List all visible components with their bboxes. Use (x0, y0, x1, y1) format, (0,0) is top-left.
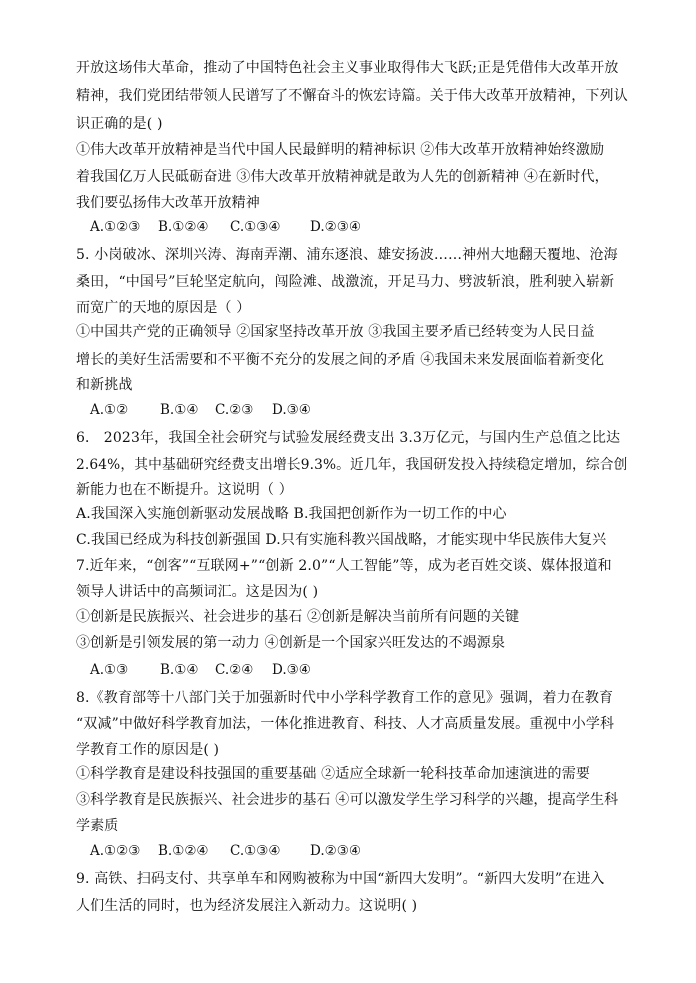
text-line-q5-choice-2: 增长的美好生活需要和不平衡不充分的发展之间的矛盾 ④我国未来发展面临着新变化 (76, 352, 605, 368)
text-line-q8-stem-1: 8.《教育部等十八部门关于加强新时代中小学科学教育工作的意见》强调，着力在教育 (76, 690, 614, 706)
text-line-q4-choice-2: 着我国亿万人民砥砺奋进 ③伟大改革开放精神就是敢为人先的创新精神 ④在新时代， (76, 169, 609, 185)
text-line-q5-stem-3: 而宽广的天地的原因是（ ） (76, 300, 251, 316)
text-line-q9-stem-1: 9. 高铁、扫码支付、共享单车和网购被称为中国“新四大发明”。“新四大发明”在进入 (76, 871, 605, 887)
text-line-q5-stem-1: 5. 小岗破冰、深圳兴涛、海南弄潮、浦东逐浪、雄安扬波……神州大地翻天覆地、沧海 (76, 247, 618, 263)
option-b: B.①②④ (158, 219, 209, 235)
text-line-q8-choice-1: ①科学教育是建设科技强国的重要基础 ②适应全球新一轮科技革命加速演进的需要 (76, 766, 590, 782)
text-line-q4-stem-1: 开放这场伟大革命，推动了中国特色社会主义事业取得伟大飞跃;正是凭借伟大改革开放 (76, 60, 619, 76)
option-c: C.①③④ (230, 843, 281, 859)
option-d: D.②③④ (310, 219, 361, 235)
option-d: D.③④ (272, 402, 311, 418)
text-line-q5-stem-2: 桑田，“中国号”巨轮坚定航向，闯险滩、战激流，开足马力、劈波斩浪，胜利驶入崭新 (76, 274, 615, 290)
option-b: B.①②④ (158, 843, 209, 859)
option-b: B.①④ (160, 402, 199, 418)
text-line-q7-choice-2: ③创新是引领发展的第一动力 ④创新是一个国家兴旺发达的不竭源泉 (76, 635, 506, 651)
text-line-q9-stem-2: 人们生活的同时，也为经济发展注入新动力。这说明( ) (76, 898, 418, 914)
text-line-q4-choice-3: 我们要弘扬伟大改革开放精神 (76, 195, 260, 211)
option-a: A.①②③ (90, 843, 141, 859)
text-line-q8-stem-3: 学教育工作的原因是( ) (76, 742, 220, 758)
option-a: A.①③ (90, 662, 129, 678)
text-line-q6-option-ab: A.我国深入实施创新驱动发展战略 B.我国把创新作为一切工作的中心 (76, 506, 507, 522)
text-line-q6-stem-1: 6． 2023年，我国全社会研究与试验发展经费支出 3.3万亿元，与国内生产总值之比达 (76, 430, 621, 446)
text-line-q4-stem-2: 精神，我们党团结带领人民谱写了不懈奋斗的恢宏诗篇。关于伟大改革开放精神，下列认 (76, 88, 628, 104)
text-line-q8-choice-3: 学素质 (76, 818, 119, 834)
text-line-q4-stem-3: 识正确的是( ) (76, 116, 163, 132)
text-line-q6-stem-3: 新能力也在不断提升。这说明（ ） (76, 482, 293, 498)
option-a: A.①② (90, 402, 129, 418)
option-c: C.②③ (215, 402, 254, 418)
text-line-q5-choice-1: ①中国共产党的正确领导 ②国家坚持改革开放 ③我国主要矛盾已经转变为人民日益 (76, 324, 595, 340)
text-line-q7-stem-2: 领导人讲话中的高频词汇。这是因为( ) (76, 584, 319, 600)
option-d: D.②③④ (310, 843, 361, 859)
option-c: C.①③④ (230, 219, 281, 235)
text-line-q7-stem-1: 7.近年来，“创客”“互联网+”“创新 2.0”“人工智能”等，成为老百姓交谈、媒体报道和 (76, 558, 612, 574)
option-d: D.③④ (272, 662, 311, 678)
option-a: A.①②③ (90, 219, 141, 235)
text-line-q5-choice-3: 和新挑战 (76, 377, 133, 393)
text-line-q6-option-cd: C.我国已经成为科技创新强国 D.只有实施科教兴国战略，才能实现中华民族伟大复兴 (76, 532, 607, 548)
text-line-q8-stem-2: “双减”中做好科学教育加法，一体化推进教育、科技、人才高质量发展。重视中小学科 (76, 716, 615, 732)
option-b: B.①④ (160, 662, 199, 678)
text-line-q6-stem-2: 2.64%，其中基础研究经费支出增长9.3%。近几年，我国研发投入持续稳定增加，综合创 (76, 457, 628, 473)
option-c: C.②④ (215, 662, 254, 678)
text-line-q7-choice-1: ①创新是民族振兴、社会进步的基石 ②创新是解决当前所有问题的关键 (76, 609, 520, 625)
text-line-q4-choice-1: ①伟大改革开放精神是当代中国人民最鲜明的精神标识 ②伟大改革开放精神始终激励 (76, 142, 605, 158)
text-line-q8-choice-2: ③科学教育是民族振兴、社会进步的基石 ④可以激发学生学习科学的兴趣，提高学生科 (76, 792, 619, 808)
